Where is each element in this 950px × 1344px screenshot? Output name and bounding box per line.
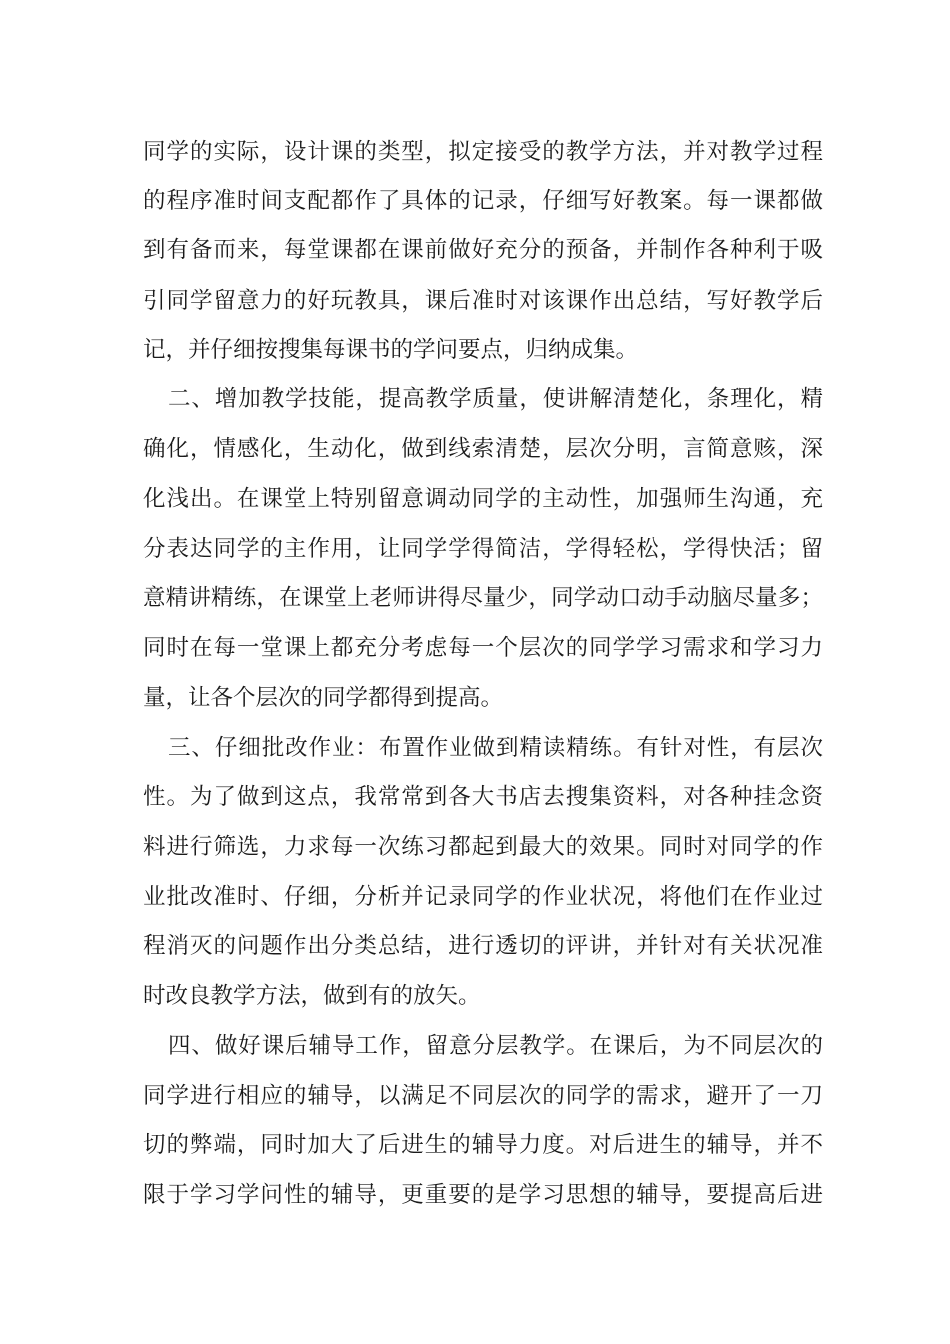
text-line: 意精讲精练，在课堂上老师讲得尽量少，同学动口动手动脑尽量多； xyxy=(143,585,823,611)
text-line: 引同学留意力的好玩教具，课后准时对该课作出总结，写好教学后 xyxy=(143,288,823,314)
text-line: 同时在每一堂课上都充分考虑每一个层次的同学学习需求和学习力 xyxy=(143,635,823,661)
paragraph-start-line: 二、增加教学技能，提高教学质量，使讲解清楚化，条理化，精 xyxy=(168,386,823,412)
text-line: 分表达同学的主作用，让同学学得简洁，学得轻松，学得快活；留 xyxy=(143,536,823,562)
text-line: 同学的实际，设计课的类型，拟定接受的教学方法，并对教学过程 xyxy=(143,139,823,165)
text-line: 化浅出。在课堂上特别留意调动同学的主动性，加强师生沟通，充 xyxy=(143,486,823,512)
text-line: 确化，情感化，生动化，做到线索清楚，层次分明，言简意赅，深 xyxy=(143,436,823,462)
text-line: 量，让各个层次的同学都得到提高。 xyxy=(143,685,504,711)
text-line: 的程序准时间支配都作了具体的记录，仔细写好教案。每一课都做 xyxy=(143,188,823,214)
text-line: 到有备而来，每堂课都在课前做好充分的预备，并制作各种利于吸 xyxy=(143,237,823,263)
text-line: 切的弊端，同时加大了后进生的辅导力度。对后进生的辅导，并不 xyxy=(143,1132,823,1158)
text-line: 记，并仔细按搜集每课书的学问要点，归纳成集。 xyxy=(143,337,639,363)
text-line: 业批改准时、仔细，分析并记录同学的作业状况，将他们在作业过 xyxy=(143,884,823,910)
paragraph-start-line: 四、做好课后辅导工作，留意分层教学。在课后，为不同层次的 xyxy=(168,1033,823,1059)
text-line: 同学进行相应的辅导，以满足不同层次的同学的需求，避开了一刀 xyxy=(143,1083,823,1109)
text-line: 性。为了做到这点，我常常到各大书店去搜集资料，对各种挂念资 xyxy=(143,784,823,810)
text-line: 时改良教学方法，做到有的放矢。 xyxy=(143,983,481,1009)
text-line: 程消灭的问题作出分类总结，进行透切的评讲，并针对有关状况准 xyxy=(143,933,823,959)
text-line: 限于学习学问性的辅导，更重要的是学习思想的辅导，要提高后进 xyxy=(143,1182,823,1208)
text-line: 料进行筛选，力求每一次练习都起到最大的效果。同时对同学的作 xyxy=(143,834,823,860)
paragraph-start-line: 三、仔细批改作业：布置作业做到精读精练。有针对性，有层次 xyxy=(168,735,823,761)
